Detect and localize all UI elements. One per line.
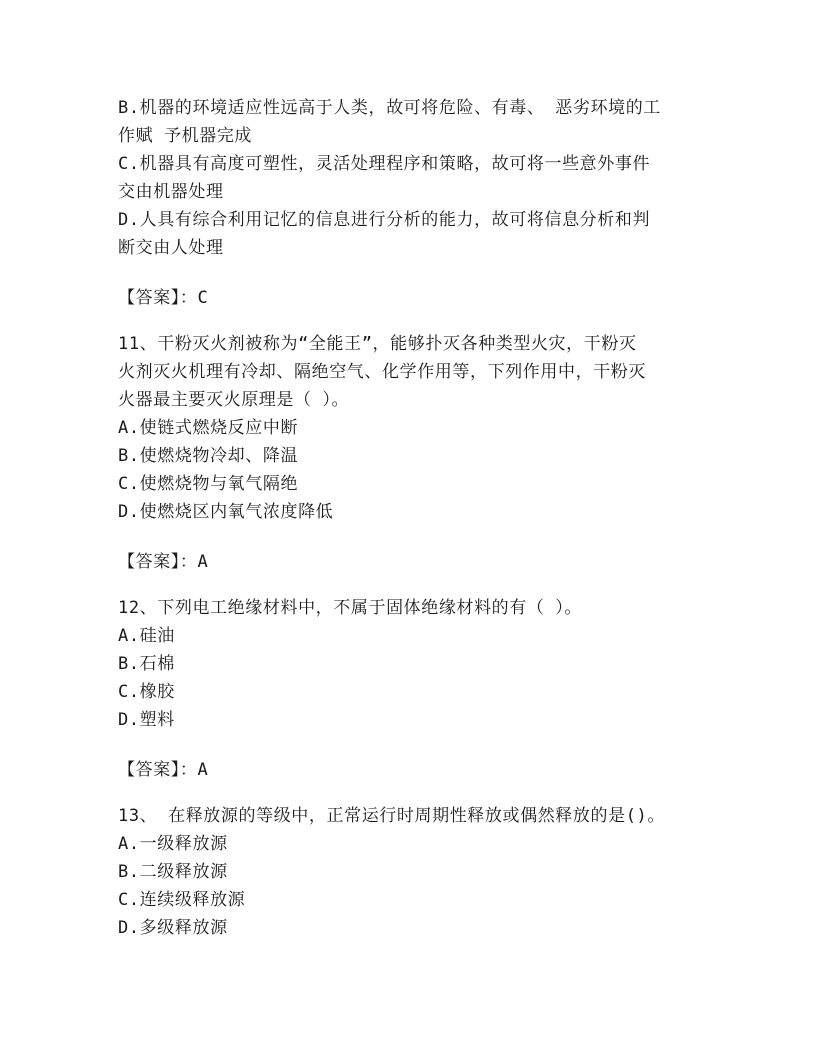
- option-c: C.橡胶: [118, 682, 175, 702]
- document-page: [118, 94, 698, 942]
- question-stem-line: 13、 在释放源的等级中，正常运行时周期性释放或偶然释放的是()。: [118, 806, 665, 826]
- option-c: C.连续级释放源: [118, 890, 246, 910]
- option-line: B.机器的环境适应性远高于人类，故可将危险、有毒、 恶劣环境的工: [118, 98, 661, 118]
- question-stem-line: 火剂灭火机理有冷却、隔绝空气、化学作用等，下列作用中，干粉灭: [118, 362, 646, 382]
- question-12: [118, 594, 698, 734]
- option-a: A.硅油: [118, 626, 175, 646]
- question-stem-line: 火器最主要灭火原理是（ ）。: [118, 390, 350, 410]
- option-d: D.塑料: [118, 710, 175, 730]
- option-d: D.多级释放源: [118, 918, 228, 938]
- option-b: B.二级释放源: [118, 862, 228, 882]
- option-b: B.石棉: [118, 654, 175, 674]
- previous-question-options: [118, 94, 698, 262]
- option-line: 作赋 予机器完成: [118, 126, 253, 146]
- option-line: 交由机器处理: [118, 182, 224, 202]
- answer-line: 【答案】：A: [118, 760, 209, 780]
- option-line: D.人具有综合利用记忆的信息进行分析的能力，故可将信息分析和判: [118, 210, 651, 230]
- option-a: A.一级释放源: [118, 834, 228, 854]
- answer-line: 【答案】：A: [118, 552, 209, 572]
- question-11: [118, 330, 698, 526]
- option-line: C.机器具有高度可塑性，灵活处理程序和策略，故可将一些意外事件: [118, 154, 651, 174]
- question-stem-line: 12、下列电工绝缘材料中，不属于固体绝缘材料的有（ ）。: [118, 598, 583, 618]
- answer-line: 【答案】：C: [118, 288, 209, 308]
- option-line: 断交由人处理: [118, 238, 224, 258]
- question-stem-line: 11、干粉灭火剂被称为“全能王”，能够扑灭各种类型火灾，干粉灭: [118, 334, 637, 354]
- option-c: C.使燃烧物与氧气隔绝: [118, 474, 299, 494]
- option-a: A.使链式燃烧反应中断: [118, 418, 299, 438]
- option-b: B.使燃烧物冷却、降温: [118, 446, 299, 466]
- question-13: [118, 802, 698, 942]
- option-d: D.使燃烧区内氧气浓度降低: [118, 502, 334, 522]
